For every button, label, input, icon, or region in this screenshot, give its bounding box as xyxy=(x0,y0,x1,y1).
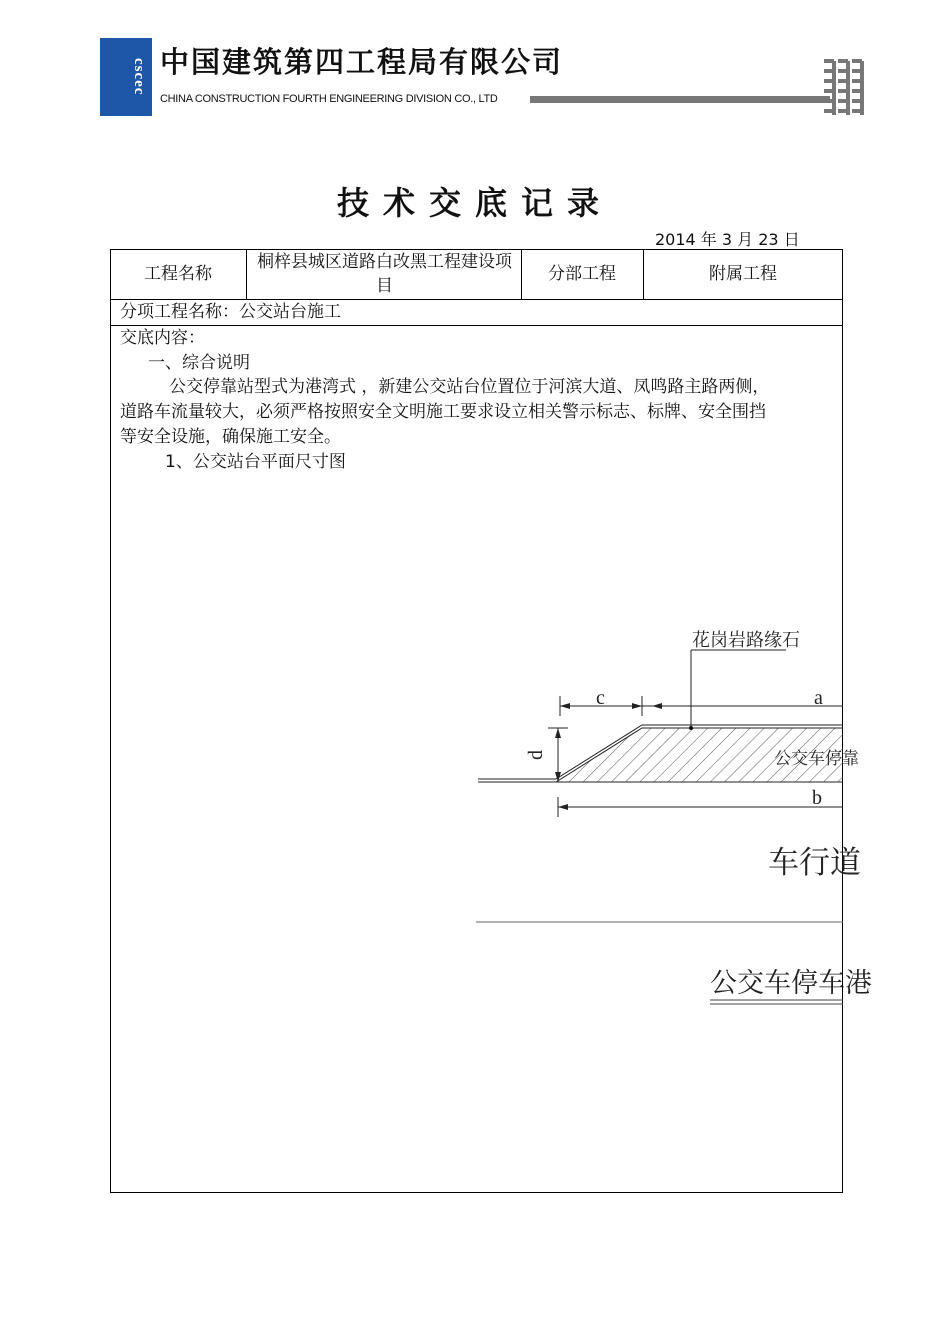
paragraph-line: 道路车流量较大，必须严格按照安全文明施工要求设立相关警示标志、标牌、安全围挡 xyxy=(120,402,766,422)
dim-label-d: d xyxy=(525,750,547,760)
company-name-en: CHINA CONSTRUCTION FOURTH ENGINEERING DIVISION CO., LTD xyxy=(160,93,498,105)
plan-svg xyxy=(476,620,872,1020)
company-logo xyxy=(100,38,152,116)
leader-dot xyxy=(689,726,693,730)
sub-project-value: 附属工程 xyxy=(709,264,777,284)
section-heading: 一、综合说明 xyxy=(148,353,250,373)
dim-arrow xyxy=(652,703,662,709)
dim-arrow xyxy=(632,703,642,709)
platform-label: 公交车停靠 xyxy=(774,749,859,769)
dim-arrow xyxy=(555,728,561,738)
dim-label-c: c xyxy=(596,687,605,709)
content-heading: 交底内容： xyxy=(120,328,205,348)
paragraph-line: 公交停靠站型式为港湾式 ，新建公交站台位置位于河滨大道、凤鸣路主路两侧， xyxy=(169,377,770,397)
curb-label: 花岗岩路缘石 xyxy=(692,630,800,651)
item-name: 分项工程名称：公交站台施工 xyxy=(120,302,341,322)
document-title: 技术交底记录 xyxy=(336,184,613,222)
sub-project-label: 分部工程 xyxy=(548,264,616,284)
lane-label: 车行道 xyxy=(768,845,861,881)
document-date: 2014 年 3 月 23 日 xyxy=(655,230,800,249)
decorative-corner-mark xyxy=(822,55,864,117)
dim-label-a: a xyxy=(814,687,823,709)
subsection-heading: 1、公交站台平面尺寸图 xyxy=(165,452,346,472)
project-name-label: 工程名称 xyxy=(144,264,212,284)
dim-arrow xyxy=(558,804,568,810)
company-name-cn: 中国建筑第四工程局有限公司 xyxy=(160,45,564,79)
project-name-value: 桐梓县城区道路白改黑工程建设项目 xyxy=(257,252,512,296)
dim-arrow xyxy=(560,703,570,709)
bay-label: 公交车停车港 xyxy=(710,968,872,999)
table-col-divider xyxy=(246,249,247,299)
bus-stop-plan-drawing xyxy=(476,620,872,1020)
header-divider-bar xyxy=(530,96,830,103)
dim-label-b: b xyxy=(812,787,822,809)
table-row-divider xyxy=(110,325,843,326)
logo-letters: cscec xyxy=(131,58,147,96)
paragraph-line: 等安全设施，确保施工安全。 xyxy=(120,427,341,447)
